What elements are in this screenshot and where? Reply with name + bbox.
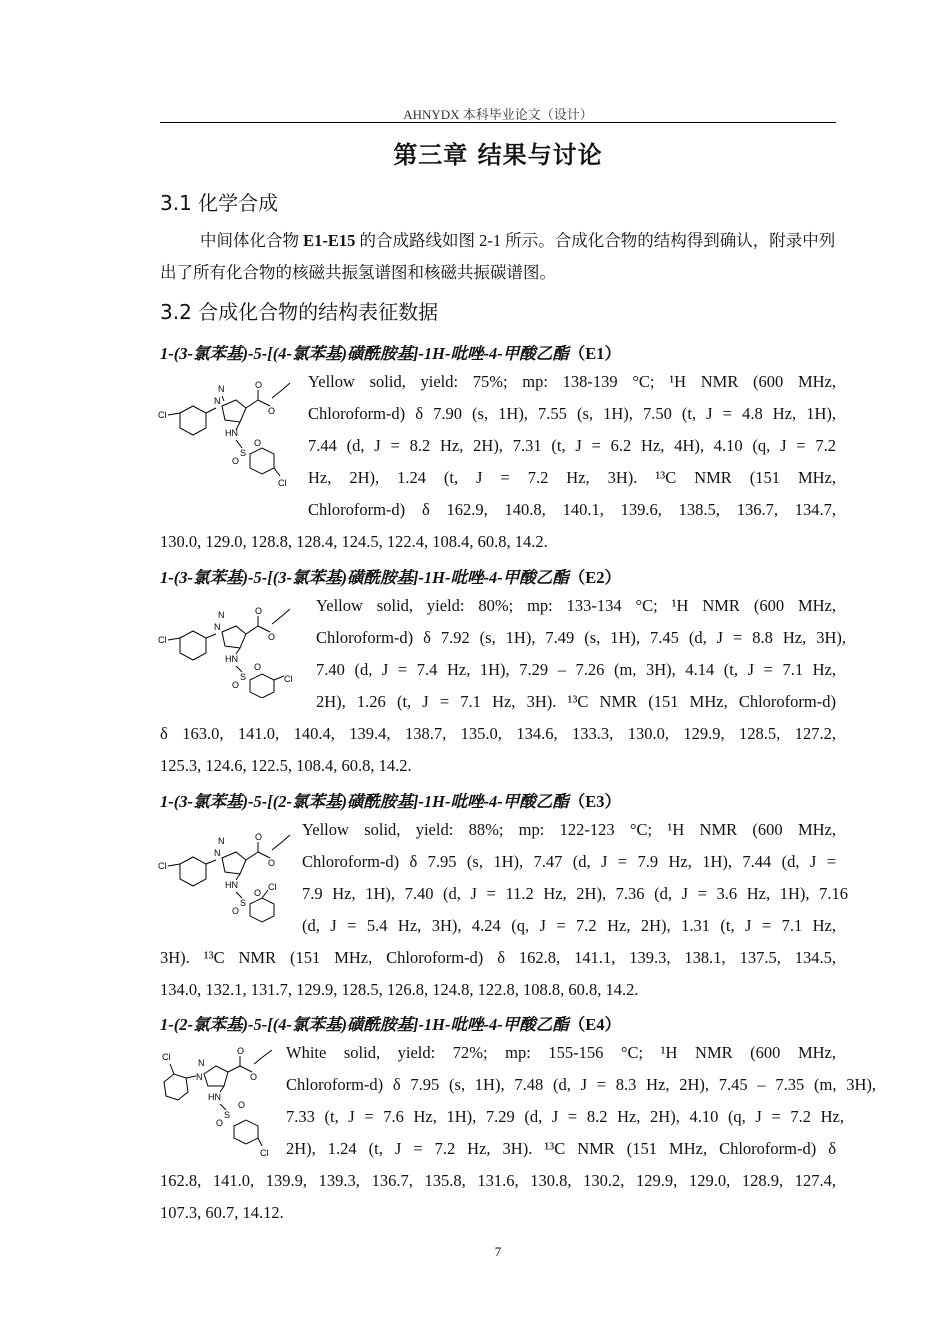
structure-e4 bbox=[156, 1044, 284, 1160]
page-number: 7 bbox=[494, 1244, 502, 1259]
header-rule bbox=[160, 122, 836, 123]
structure-e1 bbox=[158, 368, 298, 490]
structure-e2 bbox=[158, 598, 308, 698]
svg-text:Cl: Cl bbox=[158, 410, 167, 420]
svg-text:O: O bbox=[237, 1046, 245, 1056]
e2-data-line-6: 125.3, 124.6, 122.5, 108.4, 60.8, 14.2. bbox=[160, 756, 412, 775]
compound-title-e1: 1-(3-氯苯基)-5-[(4-氯苯基)磺酰胺基]-1H-吡唑-4-甲酸乙酯（E1） bbox=[160, 344, 622, 363]
svg-text:O: O bbox=[232, 680, 240, 690]
svg-text:N: N bbox=[214, 396, 221, 406]
svg-text:Cl: Cl bbox=[260, 1148, 269, 1158]
svg-text:Cl: Cl bbox=[278, 478, 287, 488]
svg-text:N: N bbox=[198, 1058, 205, 1068]
svg-text:HN: HN bbox=[225, 654, 238, 664]
svg-text:O: O bbox=[255, 832, 263, 842]
e3-data-line-6: 134.0, 132.1, 131.7, 129.9, 128.5, 126.8, 124.8, 122.8, 108.8, 60.8, 14.2. bbox=[160, 980, 639, 999]
e1-data-line-5: Chloroform-d) δ 162.9, 140.8, 140.1, 139.6, 138.5, 136.7, 134.7, bbox=[308, 500, 836, 519]
svg-text:O: O bbox=[232, 906, 240, 916]
svg-text:O: O bbox=[254, 888, 262, 898]
e4-data-line-6: 107.3, 60.7, 14.12. bbox=[160, 1203, 284, 1222]
running-header: AHNYDX 本科毕业论文（设计） bbox=[403, 107, 593, 122]
section-heading-3-1: 3.1 化学合成 bbox=[160, 191, 279, 215]
e2-data-line-5: δ 163.0, 141.0, 140.4, 139.4, 138.7, 135.0, 134.6, 133.3, 130.0, 129.9, 128.5, 127.2, bbox=[160, 724, 836, 743]
svg-text:N: N bbox=[218, 610, 225, 620]
e4-data-line-1: White solid, yield: 72%; mp: 155-156 °C; ¹H NMR (600 MHz, bbox=[286, 1043, 836, 1062]
e3-data-line-5: 3H). ¹³C NMR (151 MHz, Chloroform-d) δ 162.8, 141.1, 139.3, 138.1, 137.5, 134.5, bbox=[160, 948, 836, 967]
e2-data-line-3: 7.40 (d, J = 7.4 Hz, 1H), 7.29 – 7.26 (m, 3H), 4.14 (t, J = 7.1 Hz, bbox=[316, 660, 836, 679]
svg-text:O: O bbox=[268, 632, 276, 642]
svg-text:O: O bbox=[250, 1072, 258, 1082]
chapter-title: 第三章 结果与讨论 bbox=[393, 141, 603, 169]
e1-data-line-1: Yellow solid, yield: 75%; mp: 138-139 °C; ¹H NMR (600 MHz, bbox=[308, 372, 836, 391]
svg-text:Cl: Cl bbox=[268, 882, 277, 892]
e4-data-line-2: Chloroform-d) δ 7.95 (s, 1H), 7.48 (d, J = 8.3 Hz, 2H), 7.45 – 7.35 (m, 3H), bbox=[286, 1075, 876, 1094]
e2-data-line-1: Yellow solid, yield: 80%; mp: 133-134 °C; ¹H NMR (600 MHz, bbox=[316, 596, 836, 615]
e2-data-line-2: Chloroform-d) δ 7.92 (s, 1H), 7.49 (s, 1H), 7.45 (d, J = 8.8 Hz, 3H), bbox=[316, 628, 846, 647]
svg-text:HN: HN bbox=[225, 428, 238, 438]
svg-text:O: O bbox=[268, 858, 276, 868]
e1-data-line-6: 130.0, 129.0, 128.8, 128.4, 124.5, 122.4, 108.4, 60.8, 14.2. bbox=[160, 532, 548, 551]
svg-text:Cl: Cl bbox=[284, 674, 293, 684]
svg-text:S: S bbox=[240, 672, 247, 682]
svg-text:Cl: Cl bbox=[158, 635, 167, 645]
e3-data-line-4: (d, J = 5.4 Hz, 3H), 4.24 (q, J = 7.2 Hz, 2H), 1.31 (t, J = 7.1 Hz, bbox=[302, 916, 836, 935]
svg-text:O: O bbox=[255, 606, 263, 616]
svg-text:O: O bbox=[254, 438, 262, 448]
svg-text:S: S bbox=[224, 1110, 231, 1120]
e4-data-line-4: 2H), 1.24 (t, J = 7.2 Hz, 3H). ¹³C NMR (151 MHz, Chloroform-d) δ bbox=[286, 1139, 836, 1158]
section-heading-3-2: 3.2 合成化合物的结构表征数据 bbox=[160, 300, 439, 324]
e4-data-line-3: 7.33 (t, J = 7.6 Hz, 1H), 7.29 (d, J = 8.2 Hz, 2H), 4.10 (q, J = 7.2 Hz, bbox=[286, 1107, 844, 1126]
e1-data-line-4: Hz, 2H), 1.24 (t, J = 7.2 Hz, 3H). ¹³C NMR (151 MHz, bbox=[308, 468, 836, 487]
svg-text:Cl: Cl bbox=[158, 861, 167, 871]
e3-data-line-1: Yellow solid, yield: 88%; mp: 122-123 °C; ¹H NMR (600 MHz, bbox=[302, 820, 836, 839]
svg-text:N: N bbox=[196, 1072, 203, 1082]
compound-title-e4: 1-(2-氯苯基)-5-[(4-氯苯基)磺酰胺基]-1H-吡唑-4-甲酸乙酯（E4） bbox=[160, 1015, 622, 1034]
svg-text:HN: HN bbox=[225, 880, 238, 890]
svg-text:N: N bbox=[218, 836, 225, 846]
e3-data-line-2: Chloroform-d) δ 7.95 (s, 1H), 7.47 (d, J = 7.9 Hz, 1H), 7.44 (d, J = bbox=[302, 852, 836, 871]
compound-title-e3: 1-(3-氯苯基)-5-[(2-氯苯基)磺酰胺基]-1H-吡唑-4-甲酸乙酯（E3） bbox=[160, 792, 622, 811]
svg-text:O: O bbox=[232, 456, 240, 466]
svg-text:S: S bbox=[240, 448, 247, 458]
svg-text:O: O bbox=[255, 380, 263, 390]
structure-e3 bbox=[158, 822, 298, 928]
svg-text:O: O bbox=[254, 662, 262, 672]
e3-data-line-3: 7.9 Hz, 1H), 7.40 (d, J = 11.2 Hz, 2H), 7.36 (d, J = 3.6 Hz, 1H), 7.16 bbox=[302, 884, 848, 903]
svg-text:HN: HN bbox=[208, 1092, 221, 1102]
svg-text:S: S bbox=[240, 898, 247, 908]
section-3-1-paragraph: 中间体化合物 E1-E15 的合成路线如图 2-1 所示。合成化合物的结构得到确认，附录中列出了所有化合物的核磁共振氢谱图和核磁共振碳谱图。 bbox=[160, 231, 836, 282]
e1-data-line-2: Chloroform-d) δ 7.90 (s, 1H), 7.55 (s, 1H), 7.50 (t, J = 4.8 Hz, 1H), bbox=[308, 404, 836, 423]
svg-text:N: N bbox=[218, 384, 225, 394]
svg-text:N: N bbox=[214, 622, 221, 632]
svg-text:O: O bbox=[216, 1118, 224, 1128]
svg-text:N: N bbox=[214, 848, 221, 858]
svg-text:O: O bbox=[238, 1100, 246, 1110]
svg-text:O: O bbox=[268, 406, 276, 416]
e1-data-line-3: 7.44 (d, J = 8.2 Hz, 2H), 7.31 (t, J = 6.2 Hz, 4H), 4.10 (q, J = 7.2 bbox=[308, 436, 836, 455]
e4-data-line-5: 162.8, 141.0, 139.9, 139.3, 136.7, 135.8, 131.6, 130.8, 130.2, 129.9, 129.0, 128.9, 127.4, bbox=[160, 1171, 836, 1190]
svg-text:Cl: Cl bbox=[162, 1052, 171, 1062]
compound-title-e2: 1-(3-氯苯基)-5-[(3-氯苯基)磺酰胺基]-1H-吡唑-4-甲酸乙酯（E2） bbox=[160, 568, 622, 587]
e2-data-line-4: 2H), 1.26 (t, J = 7.1 Hz, 3H). ¹³C NMR (151 MHz, Chloroform-d) bbox=[316, 692, 836, 711]
